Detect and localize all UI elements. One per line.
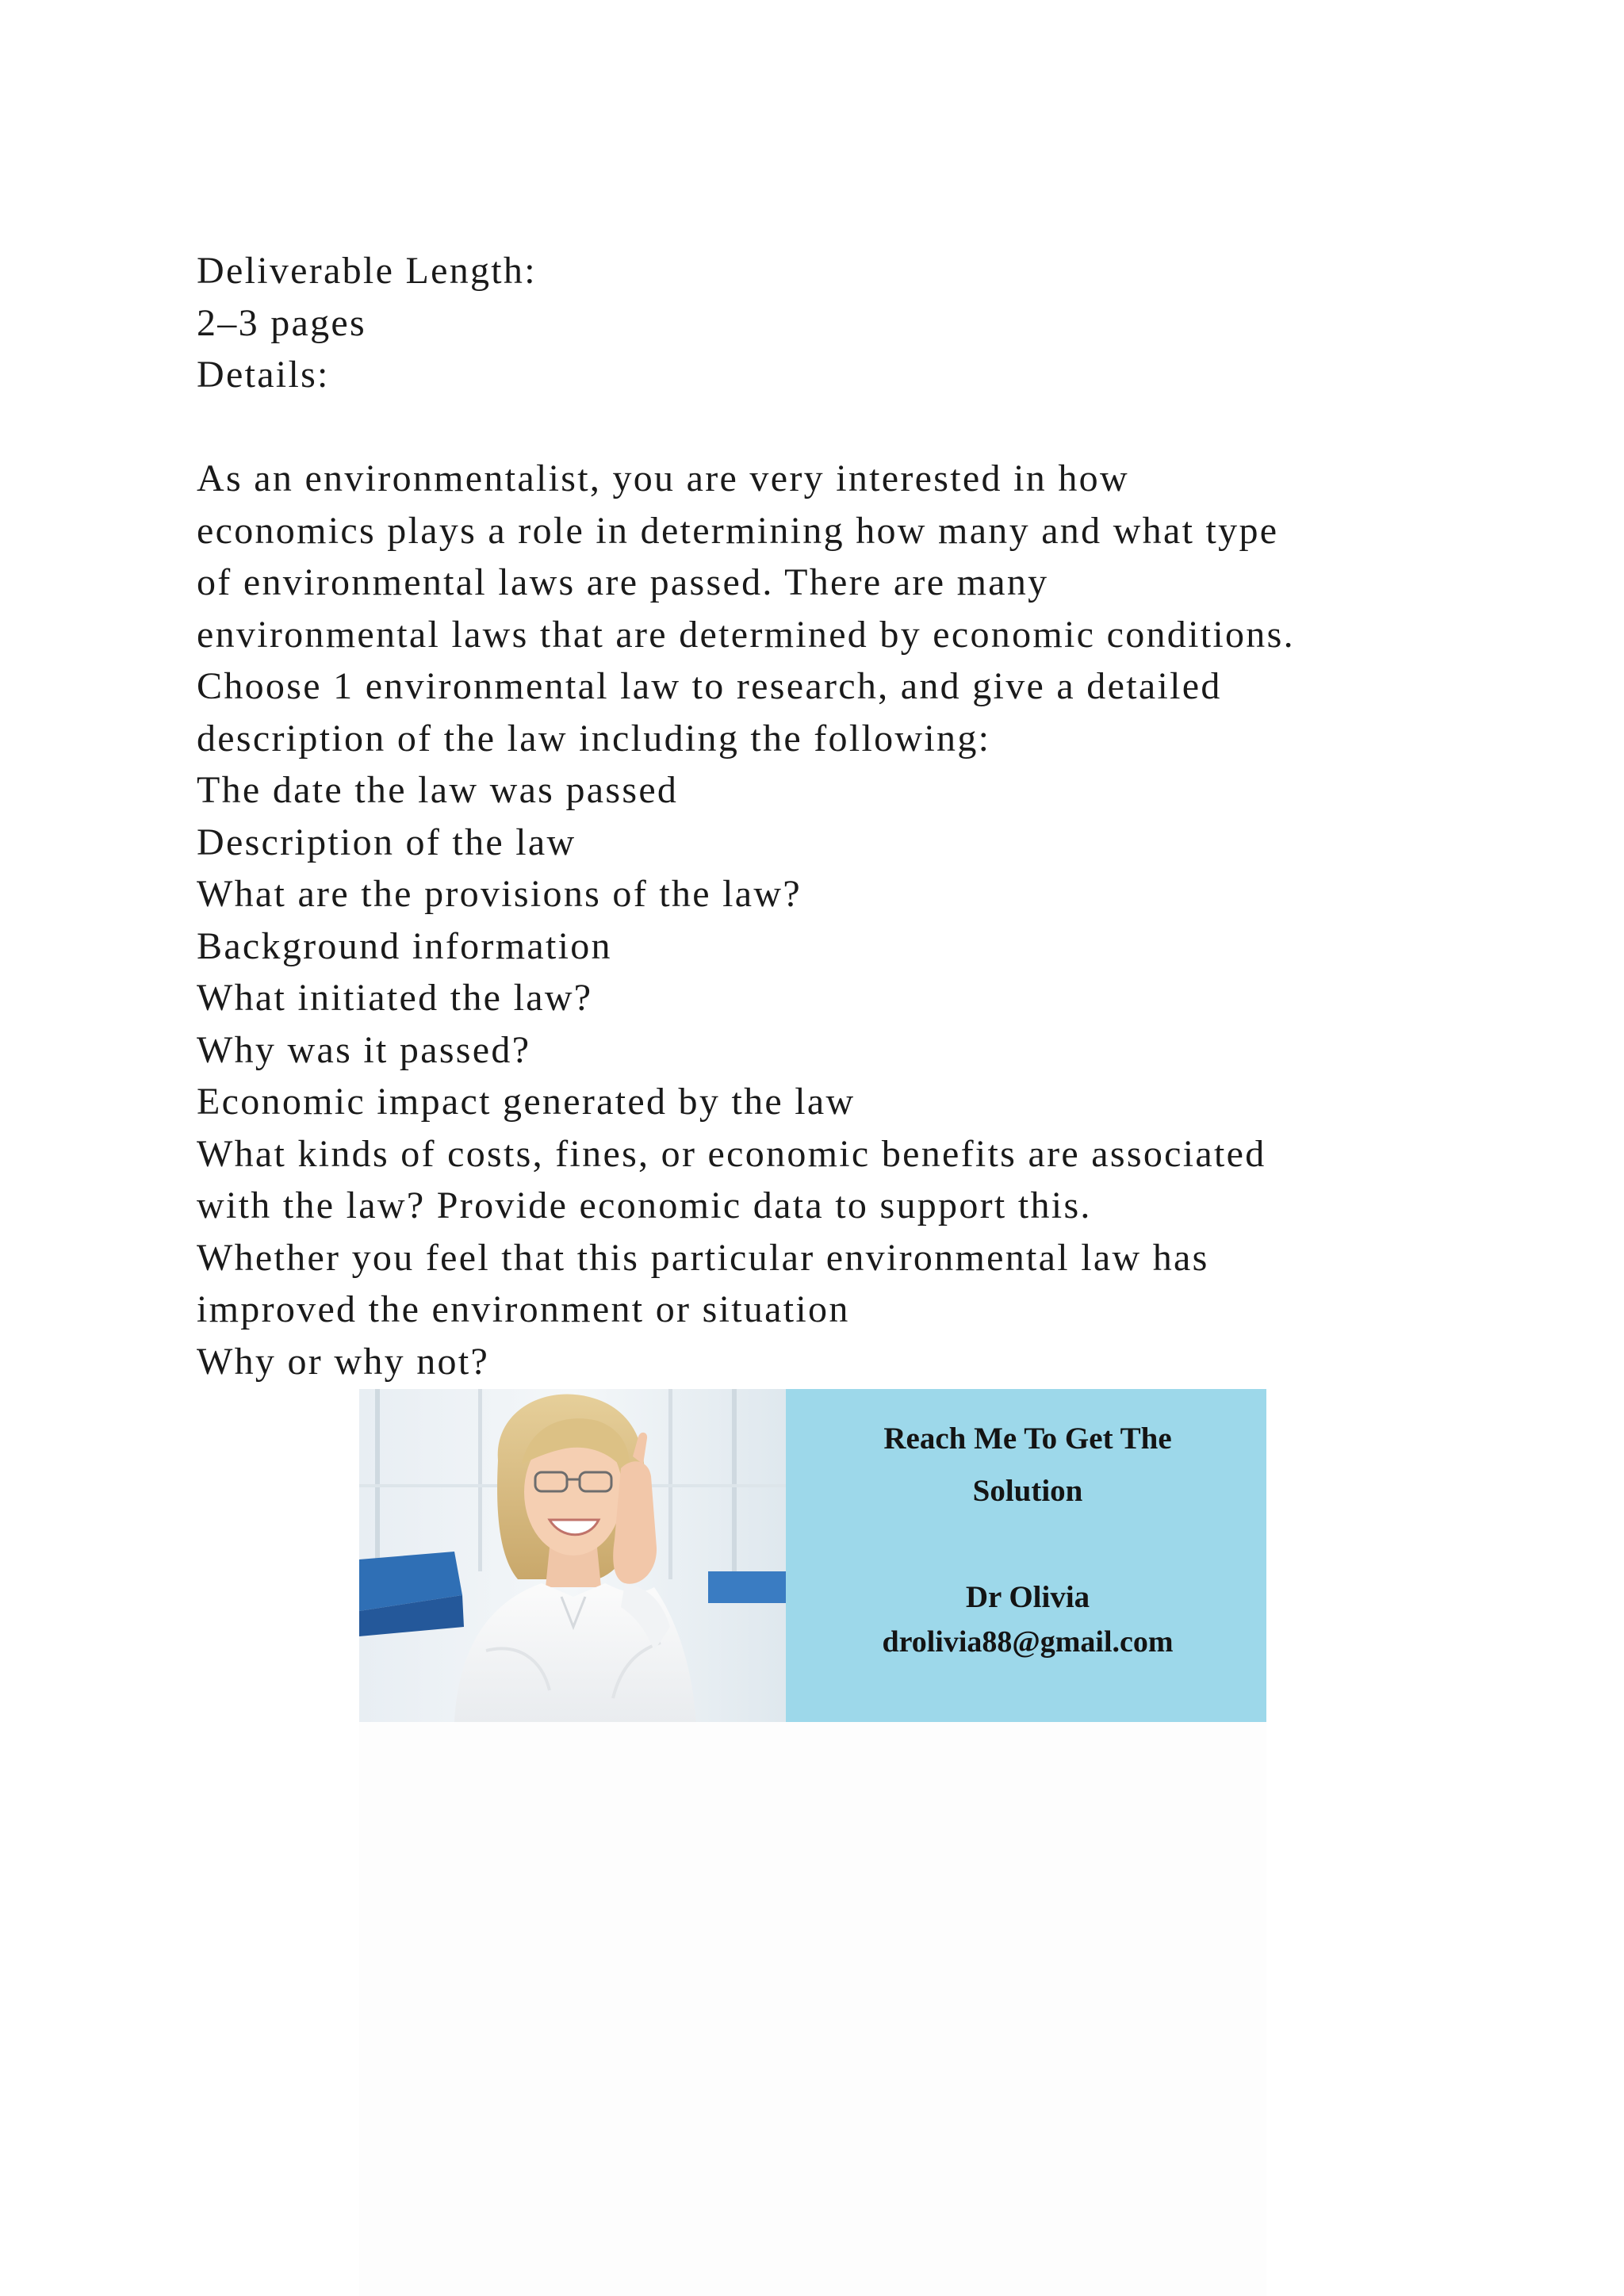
tutor-photo-illustration (359, 1389, 786, 1722)
text-line: improved the environment or situation (197, 1288, 850, 1330)
text-line: Details: (197, 354, 330, 396)
text-line: economics plays a role in determining how many and what type (197, 509, 1279, 552)
promo-banner (359, 1389, 1266, 1722)
text-line: description of the law including the following: (197, 717, 991, 760)
text-line: What are the provisions of the law? (197, 873, 802, 915)
text-line: Why was it passed? (197, 1028, 531, 1071)
text-line: 2–3 pages (197, 301, 366, 344)
text-line: environmental laws that are determined by economic conditions. (197, 613, 1295, 656)
promo-headline-line1: Reach Me To Get The (883, 1422, 1172, 1456)
text-line: What initiated the law? (197, 977, 593, 1019)
assignment-text (197, 245, 1529, 1387)
blank-image-area (359, 1722, 1266, 2296)
text-line: with the law? Provide economic data to support this. (197, 1184, 1092, 1226)
text-line: The date the law was passed (197, 769, 679, 811)
tutor-photo (359, 1389, 786, 1722)
text-line: Deliverable Length: (197, 250, 537, 292)
text-line: Background information (197, 924, 612, 967)
text-line: As an environmentalist, you are very interested in how (197, 457, 1129, 499)
text-line: Why or why not? (197, 1340, 490, 1383)
text-line: Economic impact generated by the law (197, 1081, 856, 1123)
tutor-email[interactable]: drolivia88@gmail.com (882, 1625, 1174, 1659)
text-line: Description of the law (197, 821, 576, 863)
promo-headline-line2: Solution (972, 1474, 1083, 1508)
text-line: What kinds of costs, fines, or economic benefits are associated (197, 1132, 1266, 1175)
promo-headline (818, 1413, 1238, 1517)
text-line: Whether you feel that this particular environmental law has (197, 1236, 1209, 1279)
blank-line (197, 401, 1529, 453)
text-line: Choose 1 environmental law to research, and give a detailed (197, 665, 1222, 707)
contact-panel (786, 1389, 1266, 1722)
text-line: of environmental laws are passed. There are many (197, 561, 1049, 603)
tutor-name: Dr Olivia (965, 1580, 1090, 1614)
